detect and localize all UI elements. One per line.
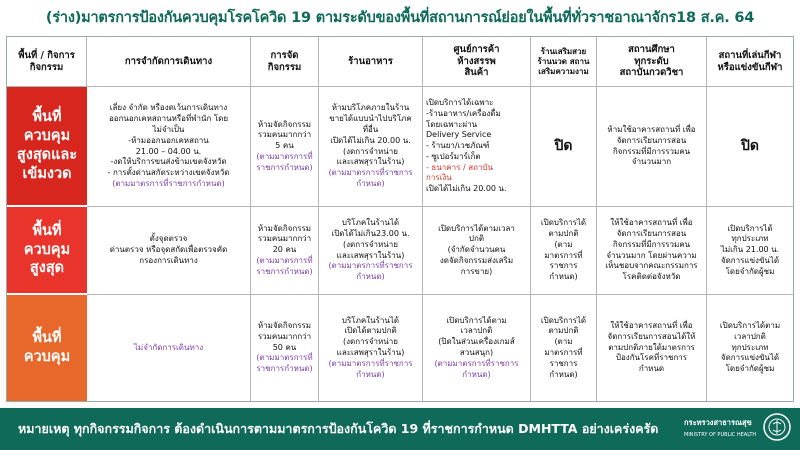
- row2-salon: เปิดบริการได้ ตามปกติ (ตาม มาตรการที่ ราชการ กำหนด): [531, 207, 597, 295]
- header-sport: สถานที่เล่นกีฬา หรือแข่งขันกีฬา: [707, 37, 793, 87]
- header-activity: การจัด กิจกรรม: [251, 37, 319, 87]
- row3-school: ให้ใช้อาคารสถานที่ เพื่อ จัดการเรียนการสอนได้ให้ ตามปกติภายใต้มาตรการ ป้องกันโรคที่ราชการ กำหนด: [597, 295, 707, 401]
- footer-bar: [0, 408, 800, 450]
- measures-table: [6, 36, 794, 402]
- row3-activity-text: ห้ามจัดกิจกรรม รวมคนมากกว่า 50 คน: [257, 321, 312, 352]
- ministry-logo: [684, 412, 792, 446]
- row1-restaurant-text: ห้ามบริโภคภายในร้าน ขายได้แบบนำไปบริโภค ที่อื่น เปิดได้ไม่เกิน 20.00 น. (งดการจำหน่าย และเสพสุราในร้าน): [329, 103, 412, 167]
- row2-activity: [251, 207, 319, 295]
- row1-mall-text: เปิดบริการได้เฉพาะ -ร้านอาหาร/เครื่องดื่ม โดยเฉพาะผ่าน Delivery Service - ร้านยา/เวชภัณฑ์ - ซูเปอร์มาร์เก็ต: [426, 97, 501, 161]
- row3-mall-text: เปิดบริการได้ตาม เวลาปกติ (ปิดในส่วนเครื่องเกมส์ สวนสนุก): [438, 315, 515, 357]
- row1-sport: ปิด: [707, 87, 793, 207]
- row1-school: ห้ามใช้อาคารสถานที่ เพื่อ จัดการเรียนการสอน กิจกรรมที่มีการรวมคน จำนวนมาก: [597, 87, 707, 207]
- row3-sport: เปิดบริการได้ตาม เวลาปกติ ทุกประเภท จัดการแข่งขันได้ โดยจำกัดผู้ชม: [719, 321, 781, 374]
- row3-salon: เปิดบริการได้ ตามปกติ (ตาม มาตรการที่ ราชการ กำหนด): [531, 295, 597, 401]
- row2-travel: ตั้งจุดตรวจ ด่านตรวจ หรือจุดสกัดเพื่อตรวจคัด กรองการเดินทาง: [87, 207, 251, 295]
- row2-mall: เปิดบริการได้ตามเวลา ปกติ (จำกัดจำนวนคน งดจัดกิจกรรมส่งเสริม การขาย): [423, 207, 531, 295]
- row2-restaurant-text: บริโภคในร้านได้ เปิดได้ไม่เกิน23.00 น. (งดการจำหน่าย และเสพสุราในร้าน): [331, 218, 410, 260]
- header-salon: ร้านเสริมสวย ร้านนวด สถาน เสริมความงาม: [531, 37, 597, 87]
- row2-activity-note: (ตามมาตรการที่ ราชการกำหนด): [256, 255, 313, 276]
- row1-mall-red: - ธนาคาร / สถาบัน การเงิน: [426, 162, 493, 183]
- row1-salon: ปิด: [531, 87, 597, 207]
- header-restaurant: ร้านอาหาร: [319, 37, 423, 87]
- row3-travel: ไม่จำกัดการเดินทาง: [87, 295, 251, 401]
- zone-strictest: พื้นที่ ควบคุม สูงสุดและ เข้มงวด: [7, 87, 87, 207]
- row1-restaurant-note: (ตามมาตรการที่ราชการ กำหนด): [328, 168, 413, 188]
- row1-travel-text: เลี่ยง จำกัด หรืองดเว้นการเดินทาง ออกนอกเคหสถานหรือที่พำนัก โดย ไม่จำเป็น -ห้ามออกนอกเคหสถาน 21.00 – 04.00 น. -งดให้บริการขนส่งข้ามเขตจังหวัด - การตั้งด่านสกัดระหว่างเขตจังหวัด: [107, 103, 230, 178]
- ministry-name-th: กระทรวงสาธารณสุข: [684, 418, 752, 427]
- row3-restaurant: [319, 295, 423, 401]
- header-mall: ศูนย์การค้า ห้างสรรพ สินค้า: [423, 37, 531, 87]
- zone-control: พื้นที่ ควบคุม: [7, 295, 87, 401]
- row2-restaurant-note: (ตามมาตรการที่ราชการ กำหนด): [328, 261, 413, 282]
- ministry-name-en: MINISTRY OF PUBLIC HEALTH: [684, 432, 757, 438]
- row2-activity-text: ห้ามจัดกิจกรรม รวมคนมากกว่า 20 คน: [257, 223, 312, 255]
- row3-mall: [423, 295, 531, 401]
- row3-activity: [251, 295, 319, 401]
- page-title: (ร่าง)มาตรการป้องกันควบคุมโรคโควิด 19 ตามระดับของพื้นที่สถานการณ์ย่อยในพื้นที่ทั่วราชอาณาจักร18 ส.ค. 64: [45, 9, 755, 26]
- row1-mall-tail: เปิดได้ไม่เกิน 20.00 น.: [426, 184, 507, 194]
- row2-restaurant: [319, 207, 423, 295]
- row1-activity-text: ห้ามจัดกิจกรรม รวมคนมากกว่า 5 คน: [257, 119, 312, 151]
- zone-maximum: พื้นที่ ควบคุม สูงสุด: [7, 207, 87, 295]
- row2-sport: เปิดบริการได้ ทุกประเภท ไม่เกิน 21.00 น. จัดการแข่งขันได้ โดยจำกัดผู้ชม: [707, 207, 793, 295]
- row3-activity-note: (ตามมาตรการที่ ราชการกำหนด): [256, 353, 313, 374]
- row1-activity: [251, 87, 319, 207]
- ministry-seal-icon: [762, 412, 792, 442]
- row1-mall: [423, 87, 531, 207]
- footer-note: หมายเหตุ ทุกกิจกรรมกิจการ ต้องดำเนินการตามมาตรการป้องกันโควิด 19 ที่ราชการกำหนด DMHTTA อย่างเคร่งครัด: [18, 421, 659, 436]
- row3-mall-note: (ตามมาตรการที่ราชการ กำหนด): [434, 358, 519, 379]
- row1-travel: [87, 87, 251, 207]
- row3-restaurant-note: (ตามมาตรการที่ราชการ กำหนด): [328, 358, 413, 379]
- row3-restaurant-text: บริโภคในร้านได้ เปิดได้ตามปกติ (งดการจำหน่าย และเสพสุราในร้าน): [336, 315, 405, 357]
- row1-activity-note: (ตามมาตรการที่ ราชการกำหนด): [256, 151, 313, 172]
- header-school: สถานศึกษา ทุกระดับ สถาบันกวดวิชา: [597, 37, 707, 87]
- row1-restaurant: [319, 87, 423, 207]
- row2-school: ให้ใช้อาคารสถานที่ เพื่อ จัดการเรียนการสอน กิจกรรมที่มีการรวมคน จำนวนมาก โดยผ่านความ เห็นชอบจากคณะกรรมการ โรคติดต่อจังหวัด: [597, 207, 707, 295]
- row1-travel-note: (ตามมาตรการที่ราชการกำหนด): [112, 178, 225, 188]
- header-zone: พื้นที่ / กิจการ กิจกรรม: [7, 37, 87, 87]
- header-travel: การจำกัดการเดินทาง: [87, 37, 251, 87]
